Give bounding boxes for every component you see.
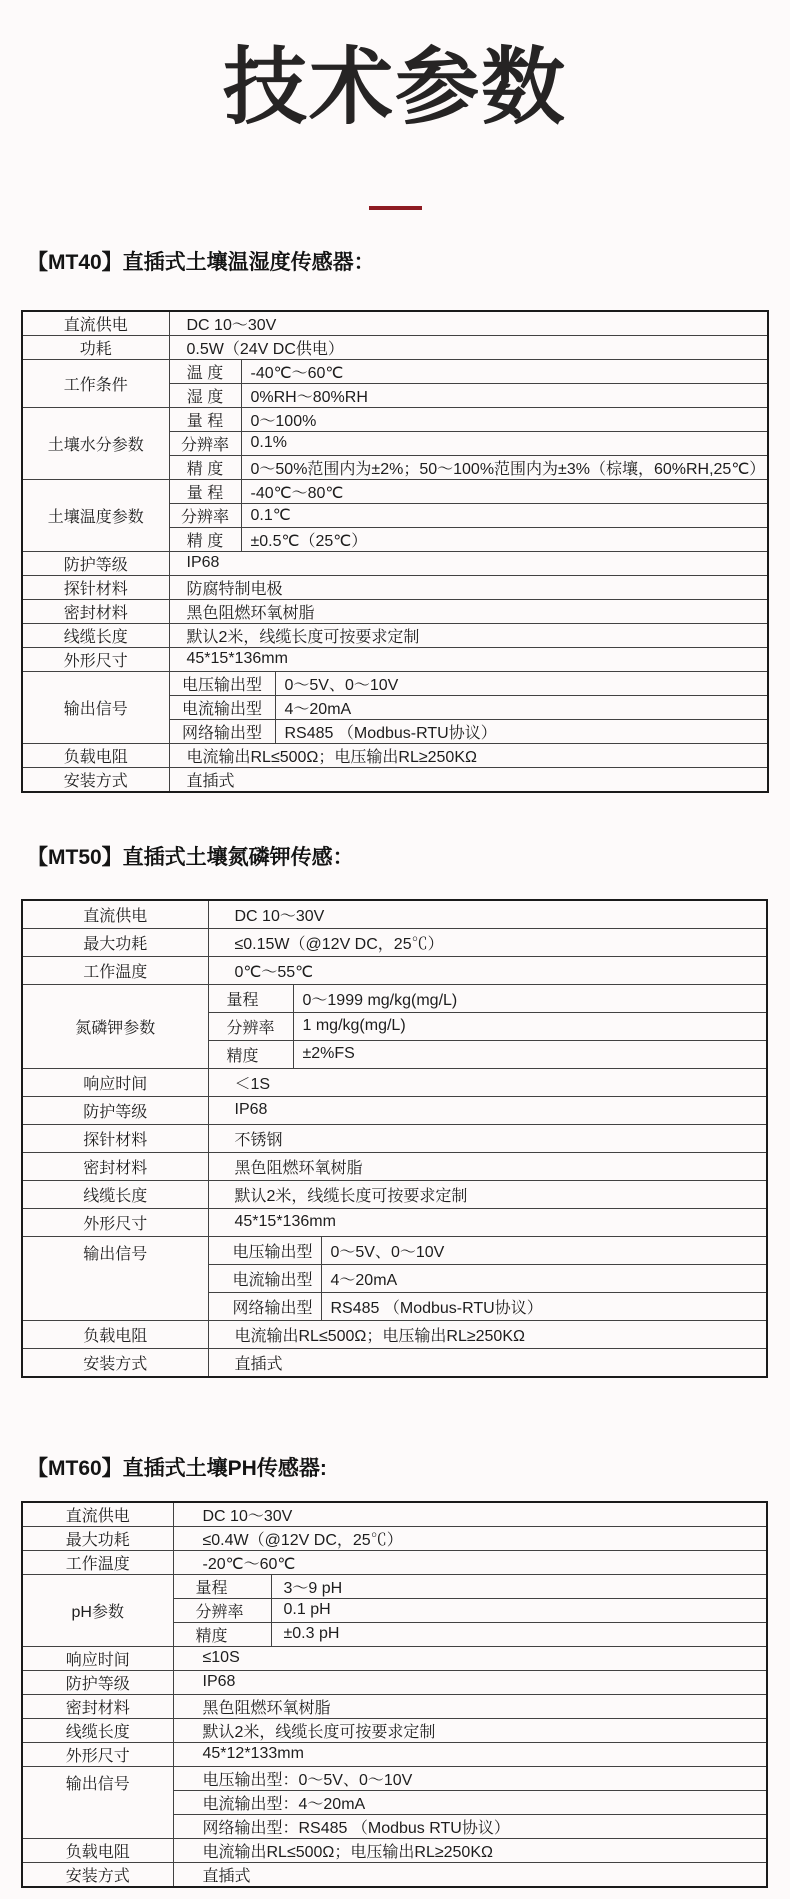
spec-label: 输出信号 bbox=[22, 1236, 208, 1320]
table-row bbox=[22, 1742, 767, 1766]
table-row bbox=[22, 1152, 767, 1180]
spec-value: 0～100% bbox=[241, 407, 768, 431]
spec-value: 默认2米，线缆长度可按要求定制 bbox=[173, 1718, 767, 1742]
spec-label: 负载电阻 bbox=[22, 743, 169, 767]
spec-value: 黑色阻燃环氧树脂 bbox=[208, 1152, 767, 1180]
spec-label: 响应时间 bbox=[22, 1068, 208, 1096]
mt60-spec-table bbox=[21, 1501, 768, 1888]
spec-value: ≤0.15W（@12V DC，25℃） bbox=[208, 928, 767, 956]
spec-value: 1 mg/kg(mg/L) bbox=[293, 1012, 767, 1040]
spec-label: 最大功耗 bbox=[22, 928, 208, 956]
spec-label: 密封材料 bbox=[22, 1152, 208, 1180]
spec-sublabel: 量程 bbox=[173, 1574, 271, 1598]
spec-label: 工作温度 bbox=[22, 956, 208, 984]
table-row bbox=[22, 1068, 767, 1096]
table-row bbox=[22, 1718, 767, 1742]
page-title: 技术参数 bbox=[222, 40, 567, 134]
spec-value: 4～20mA bbox=[321, 1264, 767, 1292]
spec-value: 3～9 pH bbox=[271, 1574, 767, 1598]
spec-value: ±0.5℃（25℃） bbox=[241, 527, 768, 551]
spec-label: 外形尺寸 bbox=[22, 1742, 173, 1766]
spec-label: 功耗 bbox=[22, 335, 169, 359]
spec-value: IP68 bbox=[169, 551, 768, 575]
spec-label: 安装方式 bbox=[22, 1348, 208, 1377]
spec-label: 线缆长度 bbox=[22, 1180, 208, 1208]
table-row bbox=[22, 1096, 767, 1124]
spec-label: 直流供电 bbox=[22, 1502, 173, 1527]
spec-value: DC 10～30V bbox=[169, 311, 768, 336]
section-heading-mt60: 【MT60】直插式土壤PH传感器: bbox=[27, 1456, 327, 1480]
spec-sublabel: 精度 bbox=[173, 1622, 271, 1646]
spec-value: ＜1S bbox=[208, 1068, 767, 1096]
spec-sublabel: 网络输出型 bbox=[169, 719, 275, 743]
spec-label: 负载电阻 bbox=[22, 1320, 208, 1348]
spec-value: 0.1℃ bbox=[241, 503, 768, 527]
spec-value: 4～20mA bbox=[275, 695, 768, 719]
spec-sublabel: 量 程 bbox=[169, 407, 241, 431]
spec-value: 电流输出RL≤500Ω；电压输出RL≥250KΩ bbox=[208, 1320, 767, 1348]
table-row bbox=[22, 1862, 767, 1887]
table-row bbox=[22, 1670, 767, 1694]
spec-value: 直插式 bbox=[169, 767, 768, 792]
spec-value: 0～5V、0～10V bbox=[275, 671, 768, 695]
table-row bbox=[22, 359, 768, 383]
spec-sublabel: 精 度 bbox=[169, 527, 241, 551]
table-row bbox=[22, 1236, 767, 1264]
spec-label: 土壤水分参数 bbox=[22, 407, 169, 479]
spec-label: 输出信号 bbox=[22, 671, 169, 743]
spec-value: ±0.3 pH bbox=[271, 1622, 767, 1646]
table-row bbox=[22, 928, 767, 956]
table-row bbox=[22, 647, 768, 671]
spec-sublabel: 量程 bbox=[208, 984, 293, 1012]
spec-label: 工作温度 bbox=[22, 1550, 173, 1574]
spec-value: 0%RH～80%RH bbox=[241, 383, 768, 407]
spec-label: 输出信号 bbox=[22, 1766, 173, 1838]
spec-label: 密封材料 bbox=[22, 599, 169, 623]
table-row bbox=[22, 1208, 767, 1236]
spec-value: 默认2米，线缆长度可按要求定制 bbox=[169, 623, 768, 647]
table-row bbox=[22, 1348, 767, 1377]
spec-value: IP68 bbox=[173, 1670, 767, 1694]
spec-label: 线缆长度 bbox=[22, 623, 169, 647]
spec-sublabel: 分辨率 bbox=[208, 1012, 293, 1040]
table-row bbox=[22, 551, 768, 575]
spec-value: ≤10S bbox=[173, 1646, 767, 1670]
spec-value: ±2%FS bbox=[293, 1040, 767, 1068]
spec-label: 密封材料 bbox=[22, 1694, 173, 1718]
spec-value: 0～5V、0～10V bbox=[321, 1236, 767, 1264]
table-row bbox=[22, 1838, 767, 1862]
spec-label: 探针材料 bbox=[22, 575, 169, 599]
spec-value: 黑色阻燃环氧树脂 bbox=[173, 1694, 767, 1718]
spec-value: 0～1999 mg/kg(mg/L) bbox=[293, 984, 767, 1012]
spec-value: 电流输出RL≤500Ω；电压输出RL≥250KΩ bbox=[169, 743, 768, 767]
table-row bbox=[22, 1180, 767, 1208]
table-row bbox=[22, 1550, 767, 1574]
table-row bbox=[22, 1766, 767, 1790]
spec-value: 电流输出型：4～20mA bbox=[173, 1790, 767, 1814]
spec-sublabel: 电流输出型 bbox=[208, 1264, 321, 1292]
spec-sublabel: 温 度 bbox=[169, 359, 241, 383]
spec-label: 安装方式 bbox=[22, 1862, 173, 1887]
spec-value: ≤0.4W（@12V DC，25℃） bbox=[173, 1526, 767, 1550]
spec-label: 防护等级 bbox=[22, 1096, 208, 1124]
spec-label: 防护等级 bbox=[22, 1670, 173, 1694]
section-heading-mt40: 【MT40】直插式土壤温湿度传感器： bbox=[27, 250, 375, 274]
spec-label: 外形尺寸 bbox=[22, 647, 169, 671]
spec-label: 负载电阻 bbox=[22, 1838, 173, 1862]
table-row bbox=[22, 956, 767, 984]
spec-label: 直流供电 bbox=[22, 311, 169, 336]
spec-value: 电压输出型：0～5V、0～10V bbox=[173, 1766, 767, 1790]
spec-value: 直插式 bbox=[208, 1348, 767, 1377]
title-accent-divider bbox=[369, 206, 422, 210]
table-row bbox=[22, 623, 768, 647]
spec-sublabel: 电压输出型 bbox=[169, 671, 275, 695]
spec-value: IP68 bbox=[208, 1096, 767, 1124]
spec-value: -40℃～80℃ bbox=[241, 479, 768, 503]
spec-value: DC 10～30V bbox=[173, 1502, 767, 1527]
table-row bbox=[22, 1694, 767, 1718]
spec-label: 探针材料 bbox=[22, 1124, 208, 1152]
table-row bbox=[22, 743, 768, 767]
spec-value: 45*15*136mm bbox=[208, 1208, 767, 1236]
spec-value: 防腐特制电极 bbox=[169, 575, 768, 599]
spec-sublabel: 电流输出型 bbox=[169, 695, 275, 719]
spec-value: 不锈钢 bbox=[208, 1124, 767, 1152]
spec-value: DC 10～30V bbox=[208, 900, 767, 929]
spec-value: 默认2米，线缆长度可按要求定制 bbox=[208, 1180, 767, 1208]
table-row bbox=[22, 479, 768, 503]
spec-value: 直插式 bbox=[173, 1862, 767, 1887]
table-row bbox=[22, 311, 768, 336]
table-row bbox=[22, 1526, 767, 1550]
section-heading-mt50: 【MT50】直插式土壤氮磷钾传感： bbox=[27, 845, 354, 869]
spec-value: 黑色阻燃环氧树脂 bbox=[169, 599, 768, 623]
spec-value: 0～50%范围内为±2%；50～100%范围内为±3%（棕壤，60%RH,25℃） bbox=[241, 455, 768, 479]
spec-sublabel: 精 度 bbox=[169, 455, 241, 479]
spec-label: 安装方式 bbox=[22, 767, 169, 792]
table-row bbox=[22, 1320, 767, 1348]
spec-label: 直流供电 bbox=[22, 900, 208, 929]
spec-label: 线缆长度 bbox=[22, 1718, 173, 1742]
table-row bbox=[22, 1574, 767, 1598]
table-row bbox=[22, 575, 768, 599]
table-row bbox=[22, 984, 767, 1012]
spec-label: 响应时间 bbox=[22, 1646, 173, 1670]
spec-sublabel: 电压输出型 bbox=[208, 1236, 321, 1264]
spec-sublabel: 分辨率 bbox=[173, 1598, 271, 1622]
spec-value: 0.5W（24V DC供电） bbox=[169, 335, 768, 359]
spec-value: 0.1 pH bbox=[271, 1598, 767, 1622]
table-row bbox=[22, 671, 768, 695]
table-row bbox=[22, 900, 767, 929]
table-row bbox=[22, 1124, 767, 1152]
spec-sublabel: 湿 度 bbox=[169, 383, 241, 407]
spec-value: 45*12*133mm bbox=[173, 1742, 767, 1766]
spec-label: pH参数 bbox=[22, 1574, 173, 1646]
table-row bbox=[22, 335, 768, 359]
spec-value: 电流输出RL≤500Ω；电压输出RL≥250KΩ bbox=[173, 1838, 767, 1862]
spec-value: 0℃～55℃ bbox=[208, 956, 767, 984]
spec-label: 氮磷钾参数 bbox=[22, 984, 208, 1068]
spec-value: RS485 （Modbus-RTU协议） bbox=[275, 719, 768, 743]
spec-label: 外形尺寸 bbox=[22, 1208, 208, 1236]
spec-sublabel: 精度 bbox=[208, 1040, 293, 1068]
spec-value: 0.1% bbox=[241, 431, 768, 455]
spec-label: 防护等级 bbox=[22, 551, 169, 575]
spec-value: -40℃～60℃ bbox=[241, 359, 768, 383]
mt50-spec-table bbox=[21, 899, 768, 1378]
spec-value: 网络输出型：RS485 （Modbus RTU协议） bbox=[173, 1814, 767, 1838]
spec-sublabel: 量 程 bbox=[169, 479, 241, 503]
table-row bbox=[22, 1646, 767, 1670]
spec-sublabel: 网络输出型 bbox=[208, 1292, 321, 1320]
mt40-spec-table bbox=[21, 310, 769, 793]
spec-sublabel: 分辨率 bbox=[169, 503, 241, 527]
table-row bbox=[22, 599, 768, 623]
table-row bbox=[22, 1502, 767, 1527]
spec-label: 土壤温度参数 bbox=[22, 479, 169, 551]
spec-value: -20℃～60℃ bbox=[173, 1550, 767, 1574]
spec-label: 工作条件 bbox=[22, 359, 169, 407]
spec-sublabel: 分辨率 bbox=[169, 431, 241, 455]
spec-value: RS485 （Modbus-RTU协议） bbox=[321, 1292, 767, 1320]
table-row bbox=[22, 767, 768, 792]
spec-label: 最大功耗 bbox=[22, 1526, 173, 1550]
spec-value: 45*15*136mm bbox=[169, 647, 768, 671]
table-row bbox=[22, 407, 768, 431]
